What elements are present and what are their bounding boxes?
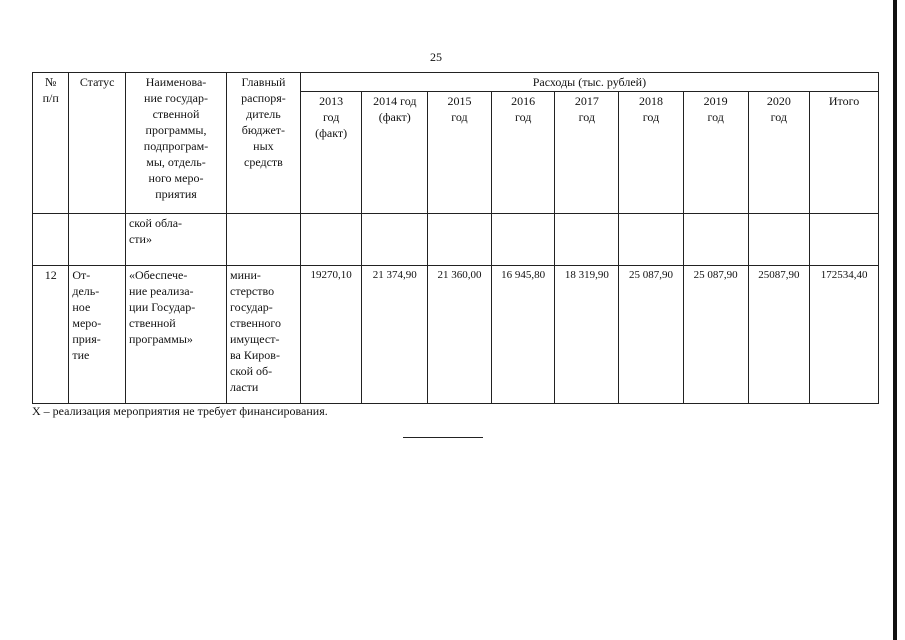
value-2014: 21 374,90 (362, 266, 428, 404)
manager-line: ва Киров- (230, 348, 280, 362)
manager-line: ской об- (230, 364, 273, 378)
status-line: прия- (72, 332, 101, 346)
year-cell-2014 (362, 92, 428, 214)
year-line: 2015 (447, 94, 472, 108)
value-2017: 18 319,90 (555, 266, 619, 404)
header-name-line: ние государ- (144, 91, 208, 105)
year-line: (факт) (315, 126, 348, 140)
row-num-cell: 12 (33, 266, 69, 404)
year-cell-2013 (300, 92, 362, 214)
table-cell (362, 214, 428, 266)
year-cell-2015 (428, 92, 492, 214)
header-name-line: подпрограм- (143, 139, 209, 153)
table-cell (227, 214, 301, 266)
year-cell-2019 (683, 92, 748, 214)
table-cell (555, 214, 619, 266)
header-manager-line: бюджет- (241, 123, 286, 137)
table-cell (300, 214, 362, 266)
manager-line: государ- (230, 300, 273, 314)
continuation-row (33, 214, 879, 266)
name-line: ции Государ- (128, 300, 196, 314)
table-cell (69, 214, 126, 266)
year-cell-2017 (555, 92, 619, 214)
expenses-table (32, 72, 879, 404)
year-cell-2018 (619, 92, 684, 214)
header-manager-line: ных (253, 139, 274, 153)
year-line: год (707, 110, 724, 124)
year-line: (факт) (378, 110, 411, 124)
table-cell (491, 214, 555, 266)
year-line: год (578, 110, 596, 124)
manager-line: стерство (230, 284, 275, 298)
value-total: 172534,40 (810, 266, 879, 404)
year-line: 2014 год (373, 94, 417, 108)
table-cell (683, 214, 748, 266)
header-row-top (33, 73, 879, 92)
name-line: программы» (128, 332, 193, 346)
status-line: От- (72, 268, 91, 282)
year-line: 2018 (638, 94, 663, 108)
header-manager-cell (227, 73, 301, 214)
header-name-cell (125, 73, 226, 214)
year-line: год (451, 110, 468, 124)
header-manager-line: дитель (246, 107, 281, 121)
year-line: 2016 (511, 94, 536, 108)
year-line: год (514, 110, 532, 124)
table-cell (428, 214, 492, 266)
name-line: «Обеспече- (128, 268, 188, 282)
table-row-12 (33, 266, 879, 404)
year-line: год (770, 110, 788, 124)
row-status-cell (69, 266, 126, 404)
year-line: год (322, 110, 340, 124)
header-name-line: Наименова- (145, 75, 207, 89)
header-manager-line: Главный (241, 75, 286, 89)
header-name-line: программы, (145, 123, 207, 137)
year-line: 2017 (574, 94, 599, 108)
name-line: ние реализа- (128, 284, 194, 298)
name-line: ственной (128, 316, 176, 330)
value-2020: 25087,90 (748, 266, 810, 404)
row-manager-cell (227, 266, 301, 404)
manager-line: мини- (230, 268, 261, 282)
header-manager-line: средств (244, 155, 283, 169)
header-name-line: мы, отдель- (146, 155, 206, 169)
continuation-name-cell (125, 214, 226, 266)
year-line: 2013 (319, 94, 344, 108)
header-num-line: п/п (42, 91, 59, 105)
status-line: меро- (72, 316, 102, 330)
value-2015: 21 360,00 (428, 266, 492, 404)
header-name-line: ственной (152, 107, 200, 121)
header-name-line: ного меро- (148, 171, 204, 185)
header-manager-line: распоря- (241, 91, 286, 105)
year-cell-2016 (491, 92, 555, 214)
value-2018: 25 087,90 (619, 266, 684, 404)
row-name-cell (125, 266, 226, 404)
footnote: Х – реализация мероприятия не требует финансирования. (32, 404, 328, 418)
year-line: 2019 (703, 94, 728, 108)
table-cell (810, 214, 879, 266)
year-line: 2020 (766, 94, 791, 108)
table-cell (748, 214, 810, 266)
total-header-cell (810, 92, 879, 214)
header-expenses-cell: Расходы (тыс. рублей) (300, 73, 878, 92)
year-line: Итого (828, 94, 860, 108)
header-num-line: № (44, 75, 57, 89)
manager-line: ласти (230, 380, 259, 394)
table-cell (33, 214, 69, 266)
continuation-name-line: сти» (128, 232, 152, 246)
status-line: ное (72, 300, 91, 314)
manager-line: ственного (230, 316, 281, 330)
value-2013: 19270,10 (300, 266, 362, 404)
header-status-cell: Статус (69, 73, 126, 214)
year-line: год (642, 110, 660, 124)
manager-line: имущест- (230, 332, 280, 346)
year-cell-2020 (748, 92, 810, 214)
page-number: 25 (430, 50, 442, 64)
status-line: дель- (72, 284, 100, 298)
continuation-name-line: ской обла- (128, 216, 183, 230)
value-2016: 16 945,80 (491, 266, 555, 404)
page-edge-border (893, 0, 897, 640)
status-line: тие (72, 348, 90, 362)
value-2019: 25 087,90 (683, 266, 748, 404)
closing-rule (403, 437, 483, 438)
header-name-line: приятия (155, 187, 197, 201)
header-num-cell (33, 73, 69, 214)
table-cell (619, 214, 684, 266)
